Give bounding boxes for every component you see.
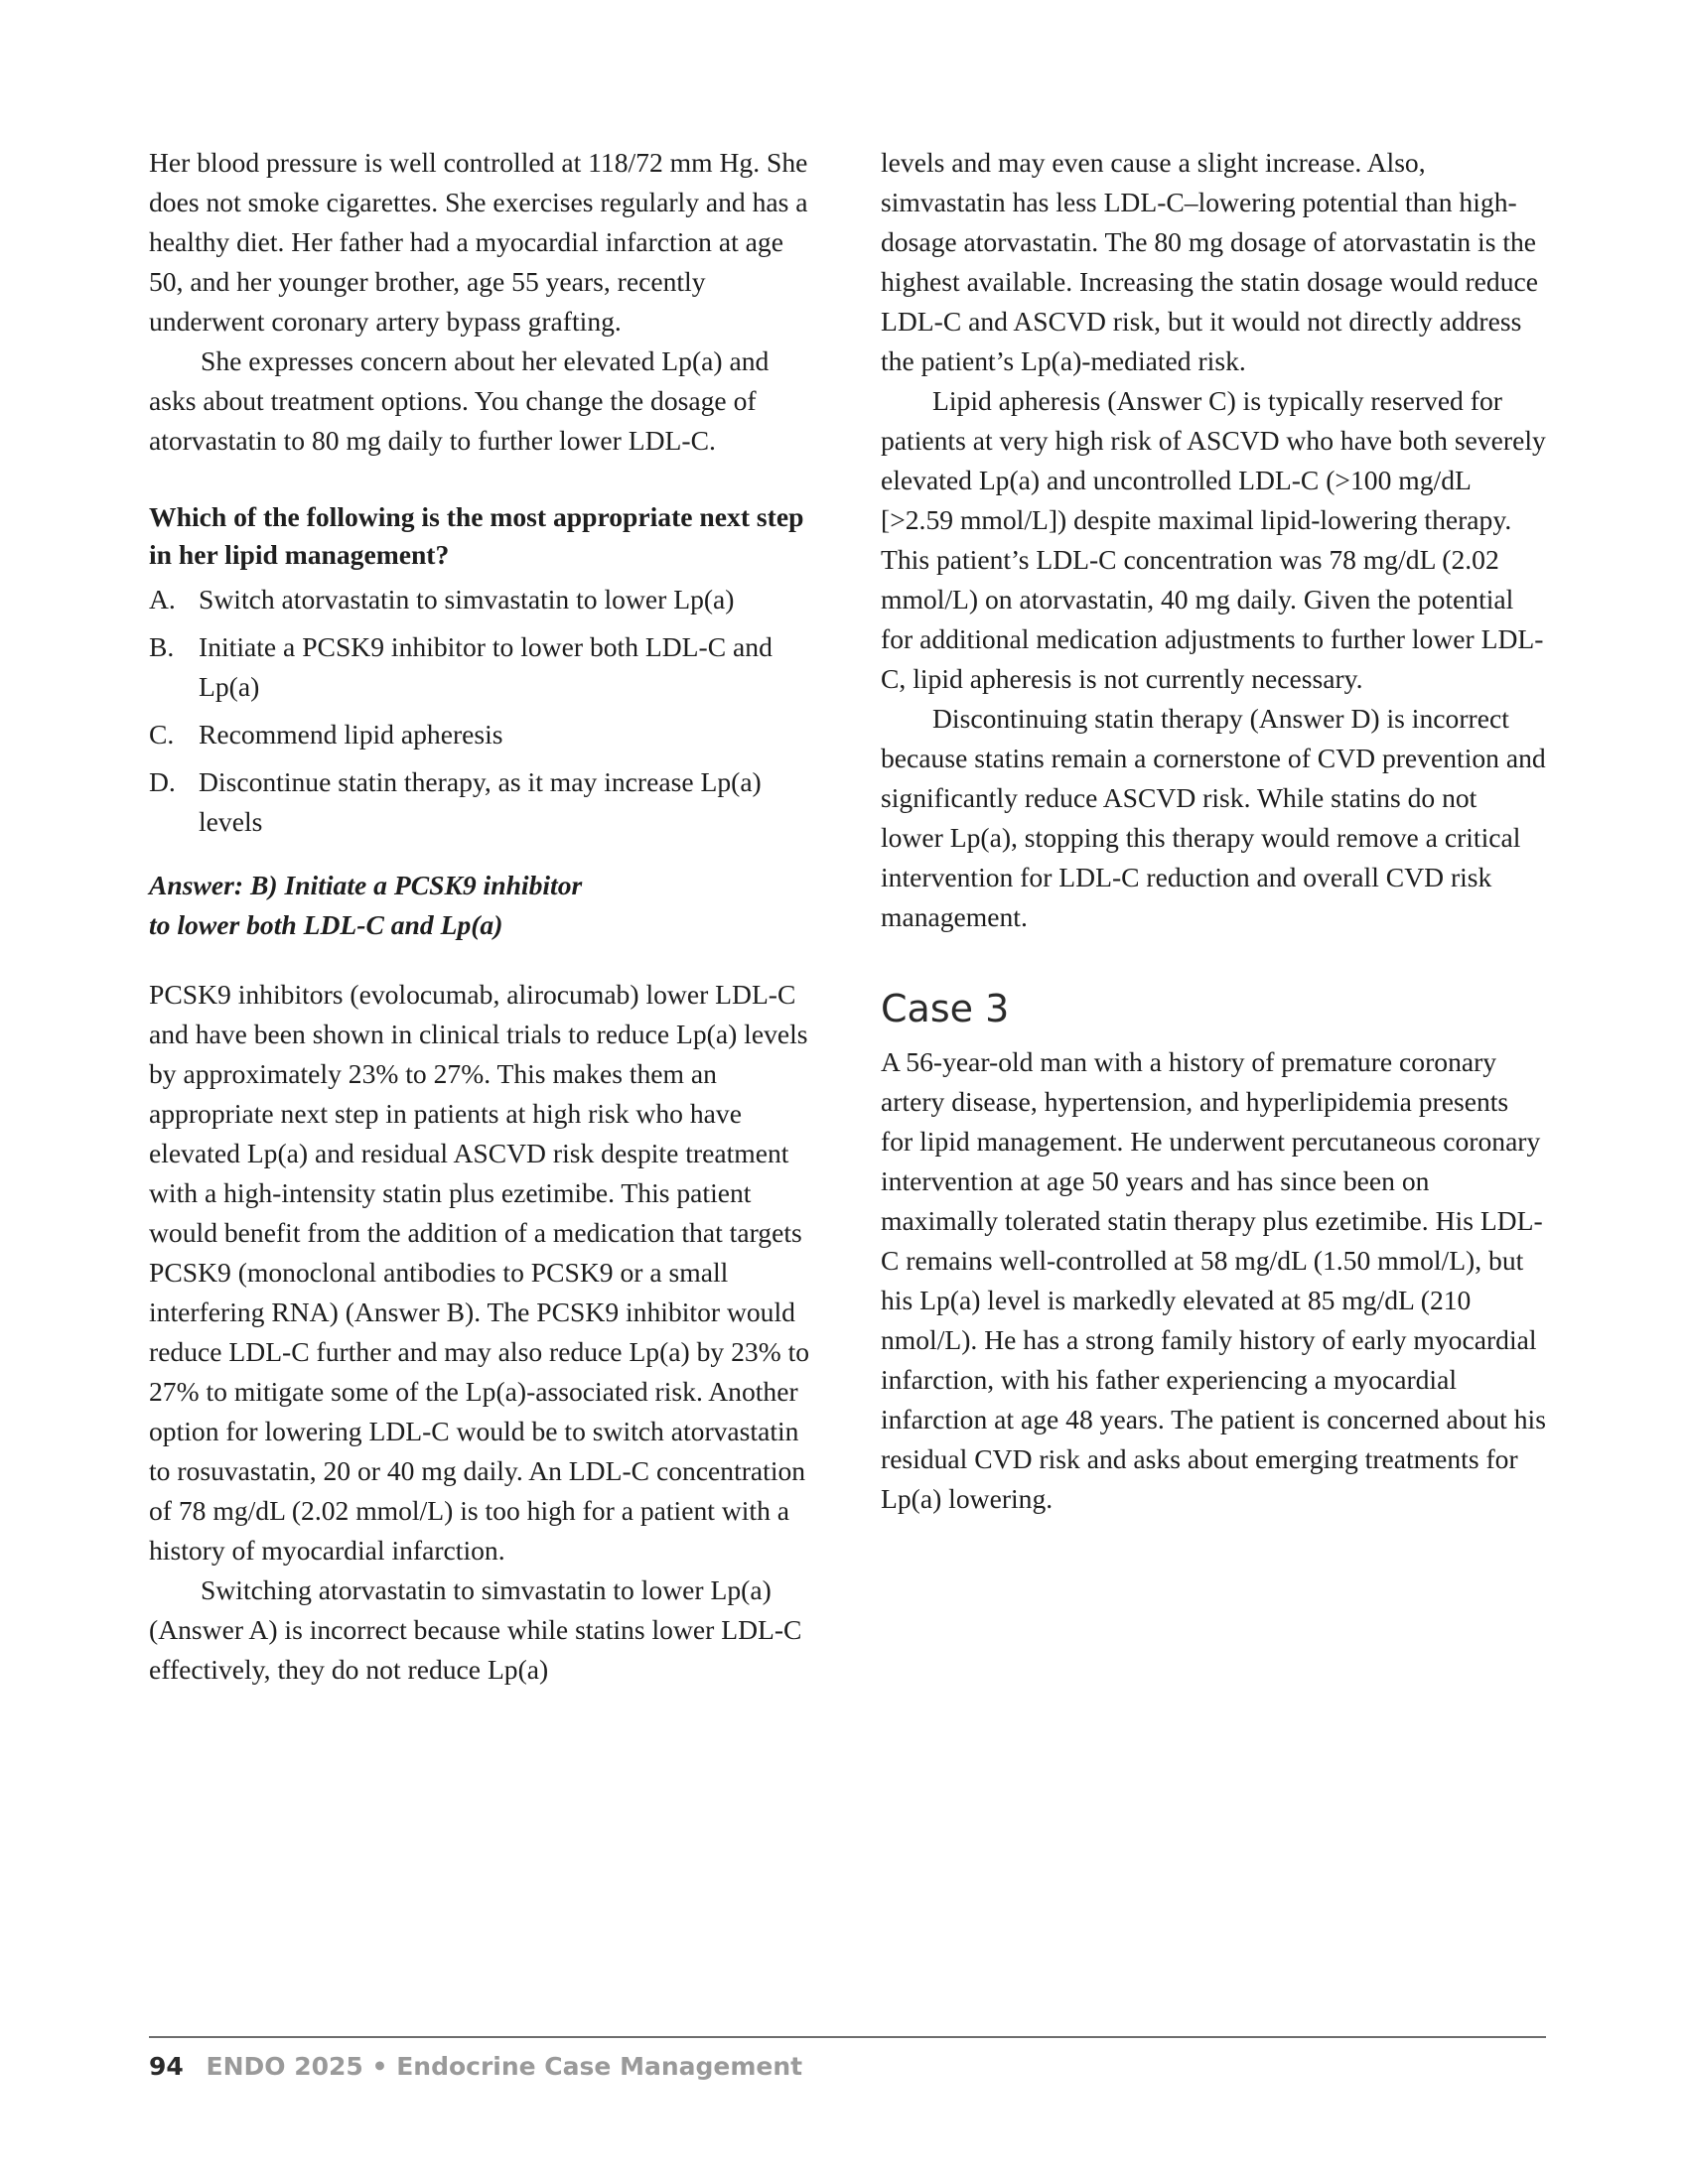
answer-options-list xyxy=(149,580,814,842)
option-text: Recommend lipid apheresis xyxy=(199,719,503,750)
question-heading: Which of the following is the most appropriate next step in her lipid management? xyxy=(149,501,804,570)
option-b xyxy=(149,627,814,707)
explanation-paragraph-2: Switching atorvastatin to simvastatin to lower Lp(a) (Answer A) is incorrect because while statins lower LDL-C effectively, they do not reduce Lp(a) xyxy=(149,1574,802,1685)
answer-line-2: to lower both LDL-C and Lp(a) xyxy=(149,909,503,940)
left-column xyxy=(149,143,814,1690)
explanation-paragraph-1: PCSK9 inhibitors (evolocumab, alirocumab) lower LDL-C and have been shown in clinical trials to reduce Lp(a) levels by approximately 23% to 27%. This makes them an appropriate next step in patients at high risk who have elevated Lp(a) and residual ASCVD risk despite treatment with a high-intensity statin plus ezetimibe. This patient would benefit from the addition of a medication that targets PCSK9 (monoclonal antibodies to PCSK9 or a small interfering RNA) (Answer B). The PCSK9 inhibitor would reduce LDL-C further and may also reduce Lp(a) by 23% to 27% to mitigate some of the Lp(a)-associated risk. Another option for lowering LDL-C would be to switch atorvastatin to rosuvastatin, 20 or 40 mg daily. An LDL-C concentration of 78 mg/dL (2.02 mmol/L) is too high for a patient with a history of myocardial infarction. xyxy=(149,979,810,1566)
option-text: Switch atorvastatin to simvastatin to lower Lp(a) xyxy=(199,584,735,614)
discontinue-paragraph: Discontinuing statin therapy (Answer D) is incorrect because statins remain a cornerstone of CVD prevention and significantly reduce ASCVD risk. While statins do not lower Lp(a), stopping this therapy would remove a critical intervention for LDL-C reduction and overall CVD risk management. xyxy=(881,703,1546,932)
answer-statement xyxy=(149,866,814,945)
option-letter: B. xyxy=(149,631,175,662)
right-column xyxy=(881,143,1546,1519)
option-letter: D. xyxy=(149,766,176,797)
option-letter: C. xyxy=(149,719,175,750)
continuation-paragraph: levels and may even cause a slight increase. Also, simvastatin has less LDL-C–lowering potential than high-dosage atorvastatin. The 80 mg dosage of atorvastatin is the highest available. Increasing the statin dosage would reduce LDL-C and ASCVD risk, but it would not directly address the patient’s Lp(a)-mediated risk. xyxy=(881,147,1539,376)
option-d xyxy=(149,762,814,842)
option-letter: A. xyxy=(149,584,176,614)
option-text: Initiate a PCSK9 inhibitor to lower both LDL-C and Lp(a) xyxy=(199,631,773,702)
answer-line-1: Answer: B) Initiate a PCSK9 inhibitor xyxy=(149,870,583,900)
intro-paragraph-2: She expresses concern about her elevated Lp(a) and asks about treatment options. You change the dosage of atorvastatin to 80 mg daily to further lower LDL-C. xyxy=(149,345,770,456)
option-text: Discontinue statin therapy, as it may increase Lp(a) levels xyxy=(199,766,762,837)
page-number: 94 xyxy=(149,2052,184,2081)
footer-divider xyxy=(149,2036,1546,2038)
option-a xyxy=(149,580,814,619)
case-paragraph: A 56-year-old man with a history of premature coronary artery disease, hypertension, and hyperlipidemia presents for lipid management. He underwent percutaneous coronary intervention at age 50 years and has since been on maximally tolerated statin therapy plus ezetimibe. His LDL-C remains well-controlled at 58 mg/dL (1.50 mmol/L), but his Lp(a) level is markedly elevated at 85 mg/dL (210 nmol/L). He has a strong family history of early myocardial infarction, with his father experiencing a myocardial infarction at age 48 years. The patient is concerned about his residual CVD risk and asks about emerging treatments for Lp(a) lowering. xyxy=(881,1046,1546,1514)
intro-paragraph-1: Her blood pressure is well controlled at 118/72 mm Hg. She does not smoke cigarettes. She exercises regularly and has a healthy diet. Her father had a myocardial infarction at age 50, and her younger brother, age 55 years, recently underwent coronary artery bypass grafting. xyxy=(149,147,808,337)
option-c xyxy=(149,715,814,754)
running-title: ENDO 2025 • Endocrine Case Management xyxy=(206,2052,803,2081)
case-heading: Case 3 xyxy=(881,987,1010,1030)
page-footer xyxy=(149,2051,802,2083)
apheresis-paragraph: Lipid apheresis (Answer C) is typically reserved for patients at very high risk of ASCVD who have both severely elevated Lp(a) and uncontrolled LDL-C (>100 mg/dL [>2.59 mmol/L]) despite maximal lipid-lowering therapy. This patient’s LDL-C concentration was 78 mg/dL (2.02 mmol/L) on atorvastatin, 40 mg daily. Given the potential for additional medication adjustments to further lower LDL-C, lipid apheresis is not currently necessary. xyxy=(881,385,1546,694)
